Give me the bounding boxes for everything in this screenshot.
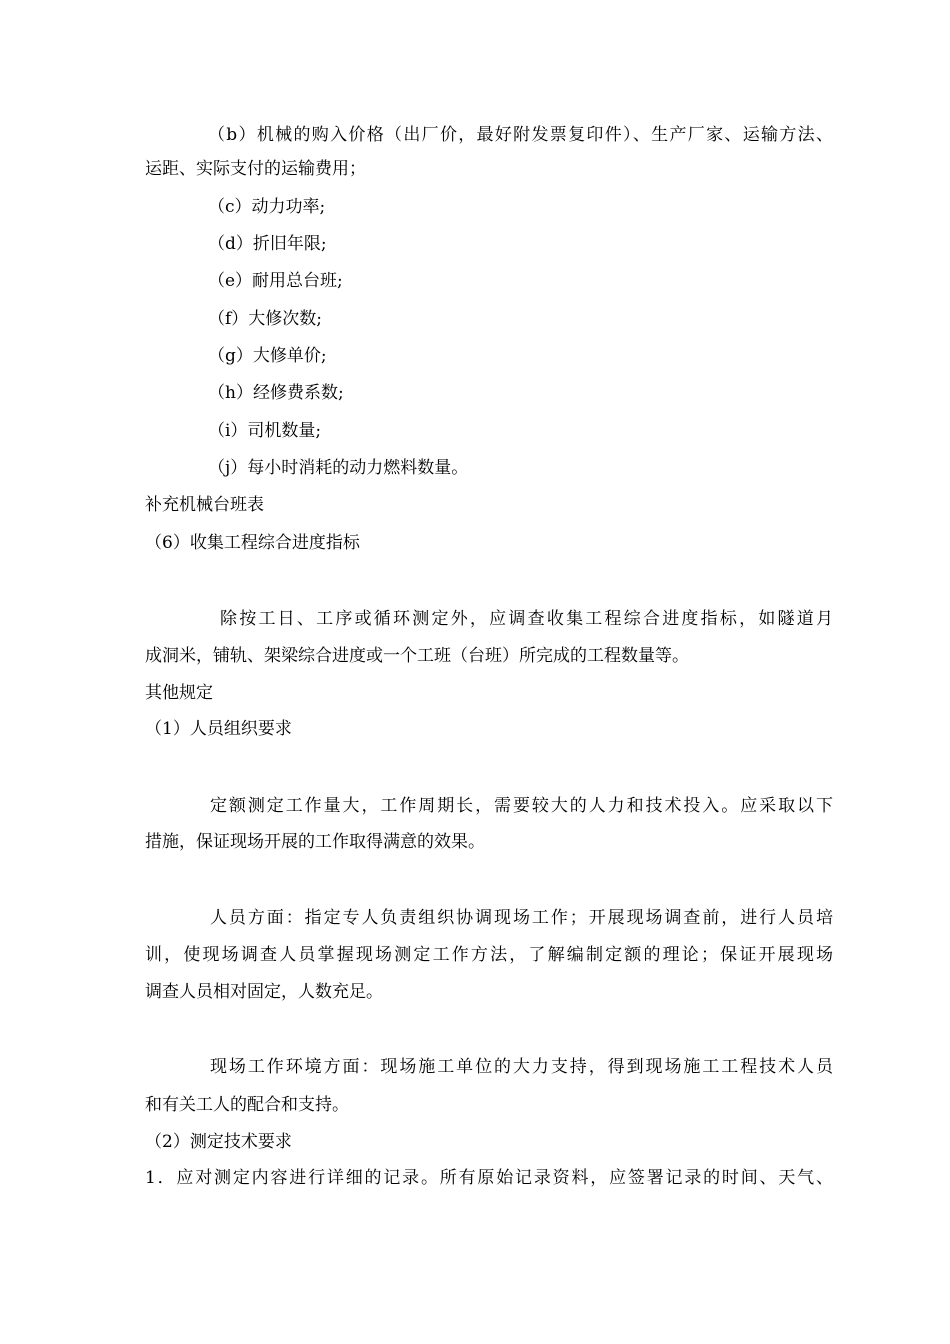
paragraph-progress-line2: 成洞米，铺轨、架梁综合进度或一个工班（台班）所完成的工程数量等。 bbox=[145, 646, 689, 666]
heading-technical-requirements: （2）测定技术要求 bbox=[145, 1132, 292, 1152]
heading-other-rules: 其他规定 bbox=[145, 683, 213, 703]
paragraph-record-line1: 1．应对测定内容进行详细的记录。所有原始记录资料，应签署记录的时间、天气、 bbox=[145, 1168, 833, 1188]
paragraph-quota-line2: 措施，保证现场开展的工作取得满意的效果。 bbox=[145, 832, 485, 852]
list-item-e: （e）耐用总台班; bbox=[208, 271, 343, 291]
list-item-h: （h）经修费系数; bbox=[208, 383, 344, 403]
list-item-d: （d）折旧年限; bbox=[208, 234, 327, 254]
paragraph-staff-line2: 训，使现场调查人员掌握现场测定工作方法，了解编制定额的理论；保证开展现场 bbox=[145, 945, 833, 965]
list-item-b-line2: 运距、实际支付的运输费用； bbox=[145, 159, 366, 179]
paragraph-progress-line1: 除按工日、工序或循环测定外，应调查收集工程综合进度指标，如隧道月 bbox=[220, 609, 833, 629]
paragraph-staff-line1: 人员方面：指定专人负责组织协调现场工作；开展现场调查前，进行人员培 bbox=[210, 908, 833, 928]
paragraph-environment-line1: 现场工作环境方面：现场施工单位的大力支持，得到现场施工工程技术人员 bbox=[210, 1057, 833, 1077]
list-item-f: （f）大修次数; bbox=[208, 309, 323, 329]
list-item-j: （j）每小时消耗的动力燃料数量。 bbox=[208, 458, 469, 478]
heading-staff-organization: （1）人员组织要求 bbox=[145, 719, 292, 739]
heading-supplement-table: 补充机械台班表 bbox=[145, 495, 264, 515]
paragraph-environment-line2: 和有关工人的配合和支持。 bbox=[145, 1095, 349, 1115]
heading-progress-indicators: （6）收集工程综合进度指标 bbox=[145, 533, 360, 553]
list-item-b-line1: （b）机械的购入价格（出厂价，最好附发票复印件）、生产厂家、运输方法、 bbox=[208, 125, 833, 145]
list-item-i: （i）司机数量; bbox=[208, 421, 322, 441]
paragraph-quota-line1: 定额测定工作量大，工作周期长，需要较大的人力和技术投入。应采取以下 bbox=[210, 796, 833, 816]
list-item-g: （g）大修单价; bbox=[208, 346, 327, 366]
paragraph-staff-line3: 调查人员相对固定，人数充足。 bbox=[145, 982, 383, 1002]
list-item-c: （c）动力功率; bbox=[208, 197, 326, 217]
